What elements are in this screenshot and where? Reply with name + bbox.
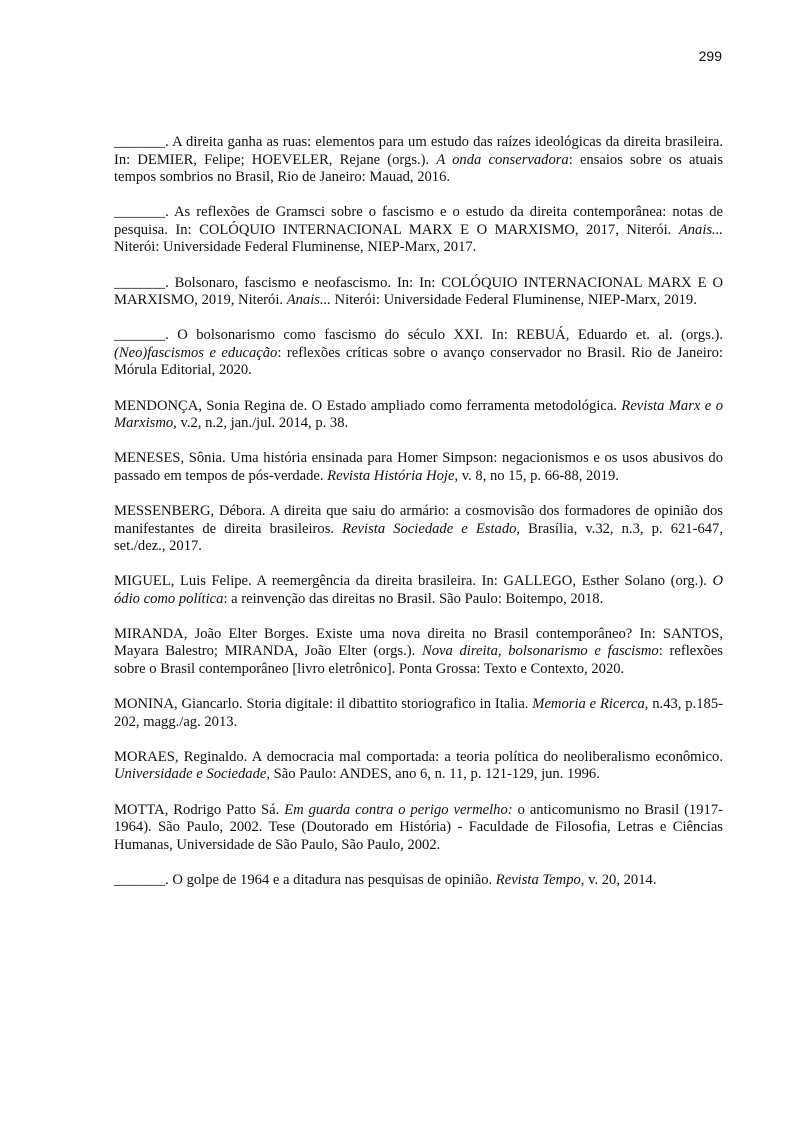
reference-text: MENESES, Sônia. Uma história ensinada para Homer Simpson: negacionismos e os usos abusivos do passado em tempos de pós-verdade.: [114, 450, 723, 484]
reference-text: _______. Bolsonaro, fascismo e neofascismo. In: In: COLÓQUIO INTERNACIONAL MARX E O MARXISMO, 2019, Niterói.: [114, 274, 723, 309]
reference-title: A onda conservadora: [436, 151, 569, 168]
reference-text: Niterói: Universidade Federal Fluminense, NIEP-Marx, 2019.: [330, 292, 697, 309]
reference-text: , v. 20, 2014.: [580, 871, 657, 888]
reference-entry: [114, 204, 723, 257]
reference-entry: [114, 802, 723, 855]
reference-text: MESSENBERG, Débora. A direita que saiu do armário: a cosmovisão dos formadores de opinião dos manifestantes de direita brasileiros.: [114, 502, 723, 537]
reference-title: Revista História Hoje: [327, 467, 455, 484]
reference-entry: [114, 872, 723, 890]
reference-title: Anais...: [286, 292, 331, 309]
reference-title: O ódio como política: [114, 573, 723, 607]
reference-title: Memoria e Ricerca: [532, 696, 645, 713]
reference-text: _______. O bolsonarismo como fascismo do século XXI. In: REBUÁ, Eduardo et. al. (orgs.).: [114, 327, 723, 344]
reference-text: _______. As reflexões de Gramsci sobre o fascismo e o estudo da direita contemporânea: notas de pesquisa. In: COLÓQUIO INTERNACIONAL MARX E O MARXISMO, 2017, Niterói.: [114, 204, 723, 238]
reference-entry: [114, 275, 723, 310]
reference-text: v.2, n.2, jan./jul. 2014, p. 38.: [176, 415, 349, 432]
reference-text: , n.43, p.185-202, magg./ag. 2013.: [114, 696, 723, 730]
reference-text: Niterói: Universidade Federal Fluminense, NIEP-Marx, 2017.: [114, 239, 477, 256]
reference-title: Nova direita, bolsonarismo e fascismo: [421, 643, 659, 660]
reference-text: : reflexões críticas sobre o avanço conservador no Brasil. Rio de Janeiro: Mórula Editorial, 2020.: [114, 344, 723, 379]
reference-title: Universidade e Sociedade: [114, 766, 267, 783]
reference-text: MIGUEL, Luis Felipe. A reemergência da direita brasileira. In: GALLEGO, Esther Solano (org.).: [114, 573, 713, 590]
reference-entry: [114, 327, 723, 380]
reference-text: MIRANDA, João Elter Borges. Existe uma nova direita no Brasil contemporâneo? In: SANTOS, Mayara Balestro; MIRANDA, João Elter (orgs.).: [114, 625, 723, 660]
reference-text: MONINA, Giancarlo. Storia digitale: il dibattito storiografico in Italia.: [114, 696, 533, 713]
reference-text: MOTTA, Rodrigo Patto Sá.: [114, 801, 285, 818]
reference-entry: [114, 749, 723, 784]
reference-title: (Neo)fascismos e educação: [114, 344, 278, 361]
reference-text: , Brasília, v.32, n.3, p. 621-647, set./dez., 2017.: [114, 520, 724, 555]
reference-entry: [114, 134, 723, 187]
reference-text: : a reinvenção das direitas no Brasil. São Paulo: Boitempo, 2018.: [223, 590, 604, 607]
reference-text: MORAES, Reginaldo. A democracia mal comportada: a teoria política do neoliberalismo econômico.: [114, 748, 723, 765]
reference-entry: [114, 398, 723, 433]
reference-text: , São Paulo: ANDES, ano 6, n. 11, p. 121-129, jun. 1996.: [266, 766, 600, 783]
reference-title: Anais...: [678, 221, 723, 238]
reference-title: Revista Marx e o Marxismo,: [114, 397, 723, 432]
reference-list: [114, 134, 723, 907]
reference-entry: [114, 626, 723, 679]
reference-text: : ensaios sobre os atuais tempos sombrios no Brasil, Rio de Janeiro: Mauad, 2016.: [114, 151, 723, 186]
reference-entry: [114, 450, 723, 485]
reference-entry: [114, 503, 723, 556]
reference-text: MENDONÇA, Sonia Regina de. O Estado ampliado como ferramenta metodológica.: [114, 397, 622, 414]
reference-entry: [114, 696, 723, 731]
reference-entry: [114, 573, 723, 608]
reference-title: Revista Tempo: [495, 871, 581, 888]
reference-text: o anticomunismo no Brasil (1917-1964). São Paulo, 2002. Tese (Doutorado em História) - Faculdade de Filosofia, Letras e Ciências Humanas, Universidade de São Paulo, São Paulo, 2002.: [114, 801, 723, 853]
reference-text: _______. A direita ganha as ruas: elementos para um estudo das raízes ideológicas da direita brasileira. In: DEMIER, Felipe; HOEVELER, Rejane (orgs.).: [114, 134, 723, 168]
reference-title: Revista Sociedade e Estado: [342, 520, 517, 537]
reference-text: , v. 8, no 15, p. 66-88, 2019.: [454, 467, 619, 484]
reference-text: : reflexões sobre o Brasil contemporâneo [livro eletrônico]. Ponta Grossa: Texto e Contexto, 2020.: [114, 643, 723, 678]
reference-text: _______. O golpe de 1964 e a ditadura nas pesquisas de opinião.: [114, 871, 496, 888]
reference-title: Em guarda contra o perigo vermelho:: [284, 801, 513, 818]
page-number: 299: [698, 48, 722, 64]
